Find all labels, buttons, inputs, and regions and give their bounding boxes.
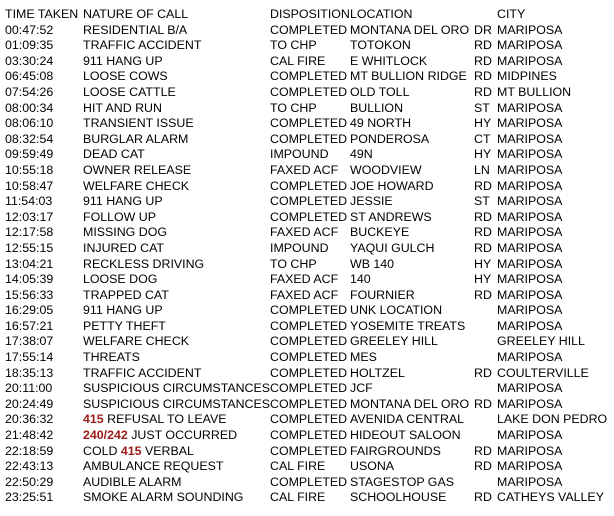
disposition-cell: COMPLETED: [270, 365, 348, 380]
nature-text: TRAFFIC ACCIDENT: [83, 365, 202, 380]
table-row: [0, 69, 614, 85]
time-cell: 22:18:59: [5, 443, 54, 458]
city-cell: LAKE DON PEDRO: [497, 412, 608, 427]
nature-text: WELFARE CHECK: [83, 178, 190, 193]
location-cell: OLD TOLL: [350, 84, 410, 99]
location-cell: MT BULLION RIDGE: [350, 69, 467, 84]
location-cell: E WHITLOCK: [350, 53, 428, 68]
street-suffix-cell: RD: [474, 287, 492, 302]
location-cell: WOODVIEW: [350, 162, 422, 177]
time-cell: 20:36:32: [5, 412, 54, 427]
location-cell: STAGESTOP GAS: [350, 474, 454, 489]
disposition-cell: FAXED ACF: [270, 225, 339, 240]
street-suffix-cell: RD: [474, 69, 492, 84]
time-cell: 20:24:49: [5, 396, 54, 411]
time-cell: 12:17:58: [5, 225, 54, 240]
city-cell: MARIPOSA: [497, 100, 563, 115]
location-cell: AVENIDA CENTRAL: [350, 412, 465, 427]
time-cell: 11:54:03: [5, 194, 53, 209]
street-suffix-cell: RD: [474, 209, 492, 224]
time-cell: 03:30:24: [5, 53, 54, 68]
time-cell: 22:43:13: [5, 459, 54, 474]
city-cell: MARIPOSA: [497, 381, 563, 396]
disposition-cell: COMPLETED: [270, 131, 348, 146]
street-suffix-cell: CT: [474, 131, 491, 146]
nature-cell: [83, 288, 169, 304]
street-suffix-cell: RD: [474, 84, 492, 99]
nature-text: THREATS: [83, 350, 140, 365]
nature-text: DEAD CAT: [83, 147, 145, 162]
disposition-cell: COMPLETED: [270, 350, 348, 365]
city-cell: MARIPOSA: [497, 303, 563, 318]
location-cell: 49N: [350, 147, 373, 162]
city-cell: MARIPOSA: [497, 459, 563, 474]
table-row: [0, 116, 614, 132]
city-cell: MARIPOSA: [497, 53, 563, 68]
nature-text: 911 HANG UP: [83, 194, 163, 209]
table-row: [0, 147, 614, 163]
disposition-cell: COMPLETED: [270, 428, 348, 443]
street-suffix-cell: RD: [474, 490, 492, 505]
nature-cell: [83, 225, 167, 241]
time-cell: 01:09:35: [5, 38, 54, 53]
disposition-cell: COMPLETED: [270, 303, 348, 318]
table-row: [0, 319, 614, 335]
time-cell: 20:11:00: [5, 381, 53, 396]
street-suffix-cell: ST: [474, 100, 490, 115]
disposition-cell: CAL FIRE: [270, 490, 326, 505]
location-cell: FOURNIER: [350, 287, 415, 302]
nature-text: INJURED CAT: [83, 240, 164, 255]
nature-cell: [83, 397, 270, 413]
street-suffix-cell: RD: [474, 443, 492, 458]
city-cell: MARIPOSA: [497, 209, 563, 224]
nature-text: RESIDENTIAL B/A: [83, 22, 188, 37]
disposition-cell: TO CHP: [270, 38, 317, 53]
time-cell: 17:38:07: [5, 334, 54, 349]
city-cell: MARIPOSA: [497, 38, 563, 53]
disposition-cell: COMPLETED: [270, 22, 348, 37]
street-suffix-cell: RD: [474, 240, 492, 255]
disposition-cell: IMPOUND: [270, 147, 329, 162]
nature-text: JUST OCCURRED: [127, 428, 238, 443]
nature-text: AMBULANCE REQUEST: [83, 459, 224, 474]
nature-text: 911 HANG UP: [83, 303, 163, 318]
time-cell: 08:06:10: [5, 116, 54, 131]
time-cell: 15:56:33: [5, 287, 54, 302]
street-suffix-cell: HY: [474, 272, 492, 287]
city-cell: MARIPOSA: [497, 287, 563, 302]
location-cell: WB 140: [350, 256, 395, 271]
table-row: [0, 475, 614, 491]
nature-cell: [83, 366, 201, 382]
city-cell: COULTERVILLE: [497, 365, 589, 380]
city-cell: MARIPOSA: [497, 272, 563, 287]
city-cell: MARIPOSA: [497, 225, 563, 240]
location-cell: YAQUI GULCH: [350, 240, 435, 255]
time-cell: 14:05:39: [5, 272, 54, 287]
city-cell: MARIPOSA: [497, 396, 563, 411]
table-row: [0, 428, 614, 444]
city-cell: MARIPOSA: [497, 147, 563, 162]
city-cell: MARIPOSA: [497, 240, 563, 255]
table-row: [0, 194, 614, 210]
nature-text: TRAPPED CAT: [83, 287, 169, 302]
table-row: [0, 85, 614, 101]
street-suffix-cell: DR: [474, 22, 492, 37]
location-cell: JOE HOWARD: [350, 178, 434, 193]
location-cell: UNK LOCATION: [350, 303, 443, 318]
nature-cell: [83, 490, 243, 506]
table-body: [0, 23, 614, 506]
nature-cell: [83, 101, 162, 117]
nature-cell: [83, 303, 163, 319]
location-cell: MONTANA DEL ORO: [350, 396, 470, 411]
nature-cell: [83, 412, 227, 428]
street-suffix-cell: RD: [474, 459, 492, 474]
nature-text: MISSING DOG: [83, 225, 167, 240]
disposition-cell: CAL FIRE: [270, 53, 326, 68]
table-row: [0, 101, 614, 117]
street-suffix-cell: HY: [474, 116, 492, 131]
disposition-cell: CAL FIRE: [270, 459, 326, 474]
table-row: [0, 490, 614, 506]
location-cell: BULLION: [350, 100, 404, 115]
street-suffix-cell: LN: [474, 162, 490, 177]
table-row: [0, 334, 614, 350]
disposition-cell: COMPLETED: [270, 178, 348, 193]
location-cell: 49 NORTH: [350, 116, 412, 131]
location-cell: FAIRGROUNDS: [350, 443, 441, 458]
table-row: [0, 179, 614, 195]
disposition-cell: IMPOUND: [270, 240, 329, 255]
nature-cell: [83, 85, 176, 101]
location-cell: TOTOKON: [350, 38, 411, 53]
table-row: [0, 397, 614, 413]
disposition-cell: FAXED ACF: [270, 287, 339, 302]
nature-text: TRAFFIC ACCIDENT: [83, 38, 202, 53]
nature-cell: [83, 475, 181, 491]
city-cell: MARIPOSA: [497, 350, 563, 365]
street-suffix-cell: RD: [474, 225, 492, 240]
disposition-cell: COMPLETED: [270, 194, 348, 209]
disposition-cell: COMPLETED: [270, 69, 348, 84]
disposition-cell: COMPLETED: [270, 84, 348, 99]
nature-text: SUSPICIOUS CIRCUMSTANCES: [83, 381, 271, 396]
table-row: [0, 381, 614, 397]
nature-text: SMOKE ALARM SOUNDING: [83, 490, 244, 505]
nature-text: SUSPICIOUS CIRCUMSTANCES: [83, 396, 271, 411]
table-row: [0, 444, 614, 460]
nature-cell: [83, 459, 223, 475]
time-cell: 09:59:49: [5, 147, 54, 162]
city-cell: GREELEY HILL: [497, 334, 585, 349]
table-header-row: [0, 7, 614, 23]
city-cell: MARIPOSA: [497, 178, 563, 193]
nature-cell: [83, 23, 187, 39]
location-cell: PONDEROSA: [350, 131, 430, 146]
nature-cell: [83, 272, 157, 288]
city-cell: MARIPOSA: [497, 428, 563, 443]
nature-cell: [83, 179, 189, 195]
disposition-cell: FAXED ACF: [270, 272, 339, 287]
time-cell: 08:32:54: [5, 131, 54, 146]
city-cell: MARIPOSA: [497, 194, 563, 209]
disposition-cell: COMPLETED: [270, 443, 348, 458]
table-row: [0, 54, 614, 70]
table-row: [0, 225, 614, 241]
street-suffix-cell: RD: [474, 53, 492, 68]
time-cell: 21:48:42: [5, 428, 54, 443]
time-cell: 18:35:13: [5, 365, 54, 380]
location-cell: JCF: [350, 381, 373, 396]
nature-cell: [83, 132, 188, 148]
city-cell: MARIPOSA: [497, 256, 563, 271]
disposition-cell: TO CHP: [270, 256, 317, 271]
nature-text: BURGLAR ALARM: [83, 131, 189, 146]
disposition-cell: COMPLETED: [270, 209, 348, 224]
time-cell: 17:55:14: [5, 350, 54, 365]
location-cell: BUCKEYE: [350, 225, 410, 240]
nature-cell: [83, 381, 270, 397]
table-row: [0, 257, 614, 273]
nature-text: TRANSIENT ISSUE: [83, 116, 194, 131]
nature-cell: [83, 116, 194, 132]
code-highlight: 240/242: [83, 428, 128, 443]
location-cell: ST ANDREWS: [350, 209, 432, 224]
nature-cell: [83, 210, 156, 226]
city-cell: MARIPOSA: [497, 131, 563, 146]
header-nature-of-call: NATURE OF CALL: [83, 7, 189, 21]
city-cell: MARIPOSA: [497, 443, 563, 458]
table-row: [0, 412, 614, 428]
street-suffix-cell: RD: [474, 178, 492, 193]
street-suffix-cell: RD: [474, 396, 492, 411]
city-cell: MIDPINES: [497, 69, 557, 84]
table-row: [0, 288, 614, 304]
table-row: [0, 23, 614, 39]
disposition-cell: COMPLETED: [270, 396, 348, 411]
time-cell: 08:00:34: [5, 100, 54, 115]
time-cell: 13:04:21: [5, 256, 54, 271]
nature-text: LOOSE DOG: [83, 272, 158, 287]
city-cell: MARIPOSA: [497, 116, 563, 131]
code-highlight: 415: [120, 443, 142, 458]
table-row: [0, 132, 614, 148]
table-row: [0, 350, 614, 366]
disposition-cell: FAXED ACF: [270, 162, 339, 177]
time-cell: 23:25:51: [5, 490, 54, 505]
table-row: [0, 366, 614, 382]
city-cell: MARIPOSA: [497, 474, 563, 489]
nature-text: VERBAL: [141, 443, 194, 458]
nature-cell: [83, 163, 191, 179]
disposition-cell: COMPLETED: [270, 318, 348, 333]
table-row: [0, 163, 614, 179]
nature-text: RECKLESS DRIVING: [83, 256, 205, 271]
nature-text: REFUSAL TO LEAVE: [103, 412, 227, 427]
disposition-cell: COMPLETED: [270, 474, 348, 489]
nature-text: HIT AND RUN: [83, 100, 162, 115]
time-cell: 10:58:47: [5, 178, 54, 193]
nature-cell: [83, 38, 201, 54]
location-cell: 140: [350, 272, 371, 287]
street-suffix-cell: RD: [474, 38, 492, 53]
table-row: [0, 459, 614, 475]
time-cell: 07:54:26: [5, 84, 54, 99]
city-cell: MT BULLION: [497, 84, 572, 99]
nature-cell: [83, 241, 164, 257]
nature-cell: [83, 194, 163, 210]
city-cell: CATHEYS VALLEY: [497, 490, 604, 505]
nature-cell: [83, 257, 204, 273]
nature-text: OWNER RELEASE: [83, 162, 192, 177]
time-cell: 16:57:21: [5, 318, 54, 333]
nature-text: PETTY THEFT: [83, 318, 166, 333]
disposition-cell: COMPLETED: [270, 116, 348, 131]
table-row: [0, 210, 614, 226]
time-cell: 00:47:52: [5, 22, 54, 37]
time-cell: 16:29:05: [5, 303, 54, 318]
nature-text: FOLLOW UP: [83, 209, 156, 224]
time-cell: 12:55:15: [5, 240, 54, 255]
nature-text: 911 HANG UP: [83, 53, 163, 68]
street-suffix-cell: RD: [474, 365, 492, 380]
time-cell: 22:50:29: [5, 474, 54, 489]
city-cell: MARIPOSA: [497, 162, 563, 177]
location-cell: YOSEMITE TREATS: [350, 318, 466, 333]
nature-text: LOOSE COWS: [83, 69, 168, 84]
table-row: [0, 241, 614, 257]
street-suffix-cell: HY: [474, 256, 492, 271]
disposition-cell: COMPLETED: [270, 412, 348, 427]
header-location: LOCATION: [350, 7, 413, 21]
time-cell: 06:45:08: [5, 69, 54, 84]
disposition-cell: COMPLETED: [270, 381, 348, 396]
city-cell: MARIPOSA: [497, 22, 563, 37]
location-cell: SCHOOLHOUSE: [350, 490, 447, 505]
nature-cell: [83, 350, 140, 366]
nature-cell: [83, 319, 166, 335]
header-time-taken: TIME TAKEN: [5, 7, 79, 21]
street-suffix-cell: HY: [474, 147, 492, 162]
nature-text: COLD: [83, 443, 121, 458]
nature-cell: [83, 147, 145, 163]
nature-text: WELFARE CHECK: [83, 334, 190, 349]
disposition-cell: COMPLETED: [270, 334, 348, 349]
nature-cell: [83, 54, 163, 70]
header-disposition: DISPOSITION: [270, 7, 350, 21]
table-row: [0, 272, 614, 288]
nature-cell: [83, 69, 168, 85]
nature-text: LOOSE CATTLE: [83, 84, 176, 99]
street-suffix-cell: ST: [474, 194, 490, 209]
location-cell: GREELEY HILL: [350, 334, 438, 349]
city-cell: MARIPOSA: [497, 318, 563, 333]
location-cell: JESSIE: [350, 194, 393, 209]
time-cell: 12:03:17: [5, 209, 54, 224]
nature-cell: [83, 428, 237, 444]
code-highlight: 415: [83, 412, 104, 427]
location-cell: USONA: [350, 459, 395, 474]
nature-cell: [83, 444, 194, 460]
nature-text: AUDIBLE ALARM: [83, 474, 182, 489]
table-row: [0, 303, 614, 319]
table-row: [0, 38, 614, 54]
time-cell: 10:55:18: [5, 162, 54, 177]
disposition-cell: TO CHP: [270, 100, 317, 115]
location-cell: HIDEOUT SALOON: [350, 428, 461, 443]
location-cell: MONTANA DEL ORO: [350, 22, 470, 37]
location-cell: HOLTZEL: [350, 365, 405, 380]
location-cell: MES: [350, 350, 377, 365]
nature-cell: [83, 334, 189, 350]
header-city: CITY: [497, 7, 526, 21]
